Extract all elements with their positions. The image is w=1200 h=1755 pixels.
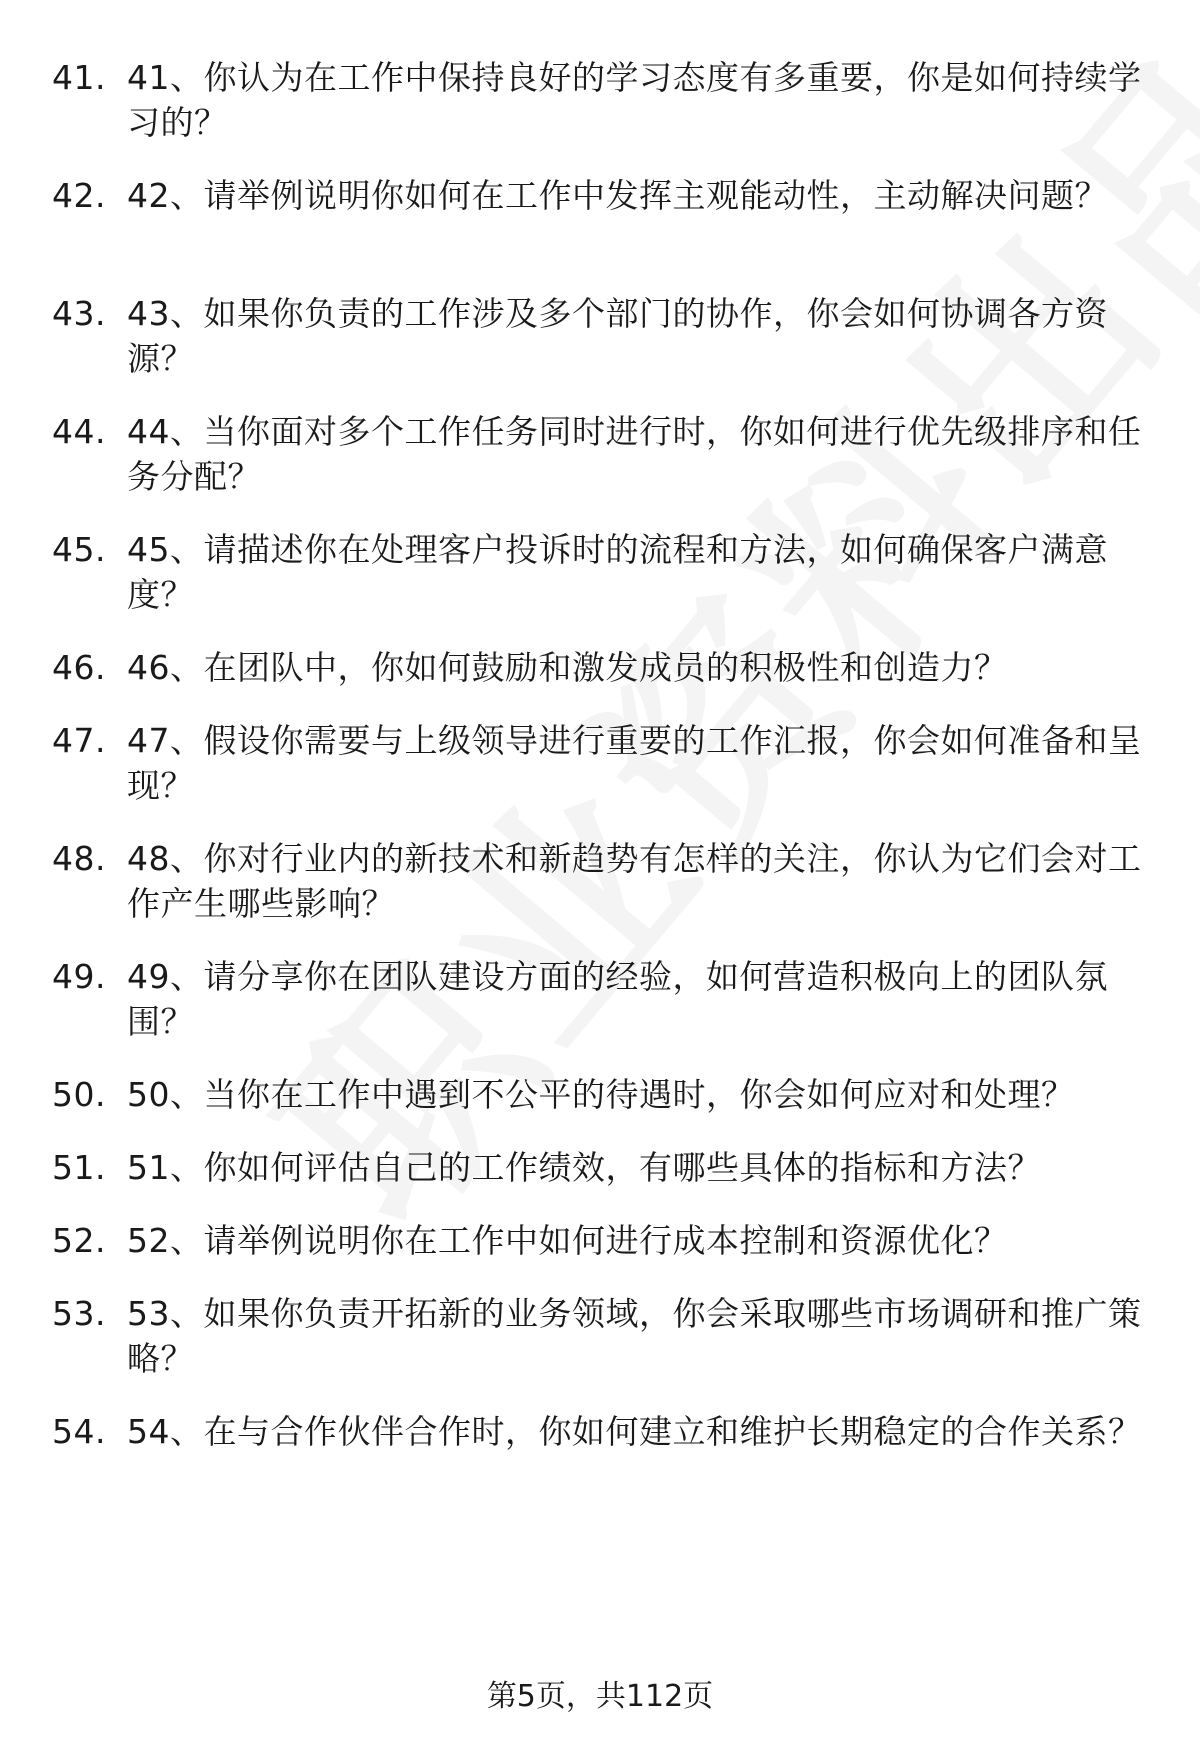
question-text: 53、如果你负责开拓新的业务领域，你会采取哪些市场调研和推广策略？ [127,1294,1142,1378]
item-number: 46. [52,648,106,687]
question-text: 48、你对行业内的新技术和新趋势有怎样的关注，你认为它们会对工作产生哪些影响？ [127,839,1142,923]
item-number: 54. [52,1412,106,1451]
question-text: 49、请分享你在团队建设方面的经验，如何营造积极向上的团队氛围？ [127,957,1108,1041]
item-number: 51. [52,1148,106,1187]
question-text: 52、请举例说明你在工作中如何进行成本控制和资源优化？ [127,1221,1008,1260]
question-text: 43、如果你负责的工作涉及多个部门的协作，你会如何协调各方资源？ [127,294,1108,378]
item-number: 50. [52,1075,106,1114]
item-number: 44. [52,412,106,451]
question-text: 46、在团队中，你如何鼓励和激发成员的积极性和创造力？ [127,648,1008,687]
question-text: 51、你如何评估自己的工作绩效，有哪些具体的指标和方法？ [127,1148,1041,1187]
question-text: 41、你认为在工作中保持良好的学习态度有多重要，你是如何持续学习的？ [127,58,1142,142]
question-text: 45、请描述你在处理客户投诉时的流程和方法，如何确保客户满意度？ [127,530,1108,614]
item-number: 45. [52,530,106,569]
item-number: 47. [52,721,106,760]
item-number: 42. [52,176,106,215]
question-text: 50、当你在工作中遇到不公平的待遇时，你会如何应对和处理？ [127,1075,1075,1114]
page-footer: 第5页，共112页 [486,1679,714,1714]
item-number: 43. [52,294,106,333]
question-text: 44、当你面对多个工作任务同时进行时，你如何进行优先级排序和任务分配？ [127,412,1142,496]
item-number: 41. [52,58,106,97]
question-text: 42、请举例说明你如何在工作中发挥主观能动性，主动解决问题？ [127,176,1108,215]
question-text: 54、在与合作伙伴合作时，你如何建立和维护长期稳定的合作关系？ [127,1412,1142,1451]
item-number: 52. [52,1221,106,1260]
question-text: 47、假设你需要与上级领导进行重要的工作汇报，你会如何准备和呈现？ [127,721,1142,805]
item-number: 48. [52,839,106,878]
item-number: 49. [52,957,106,996]
item-number: 53. [52,1294,106,1333]
